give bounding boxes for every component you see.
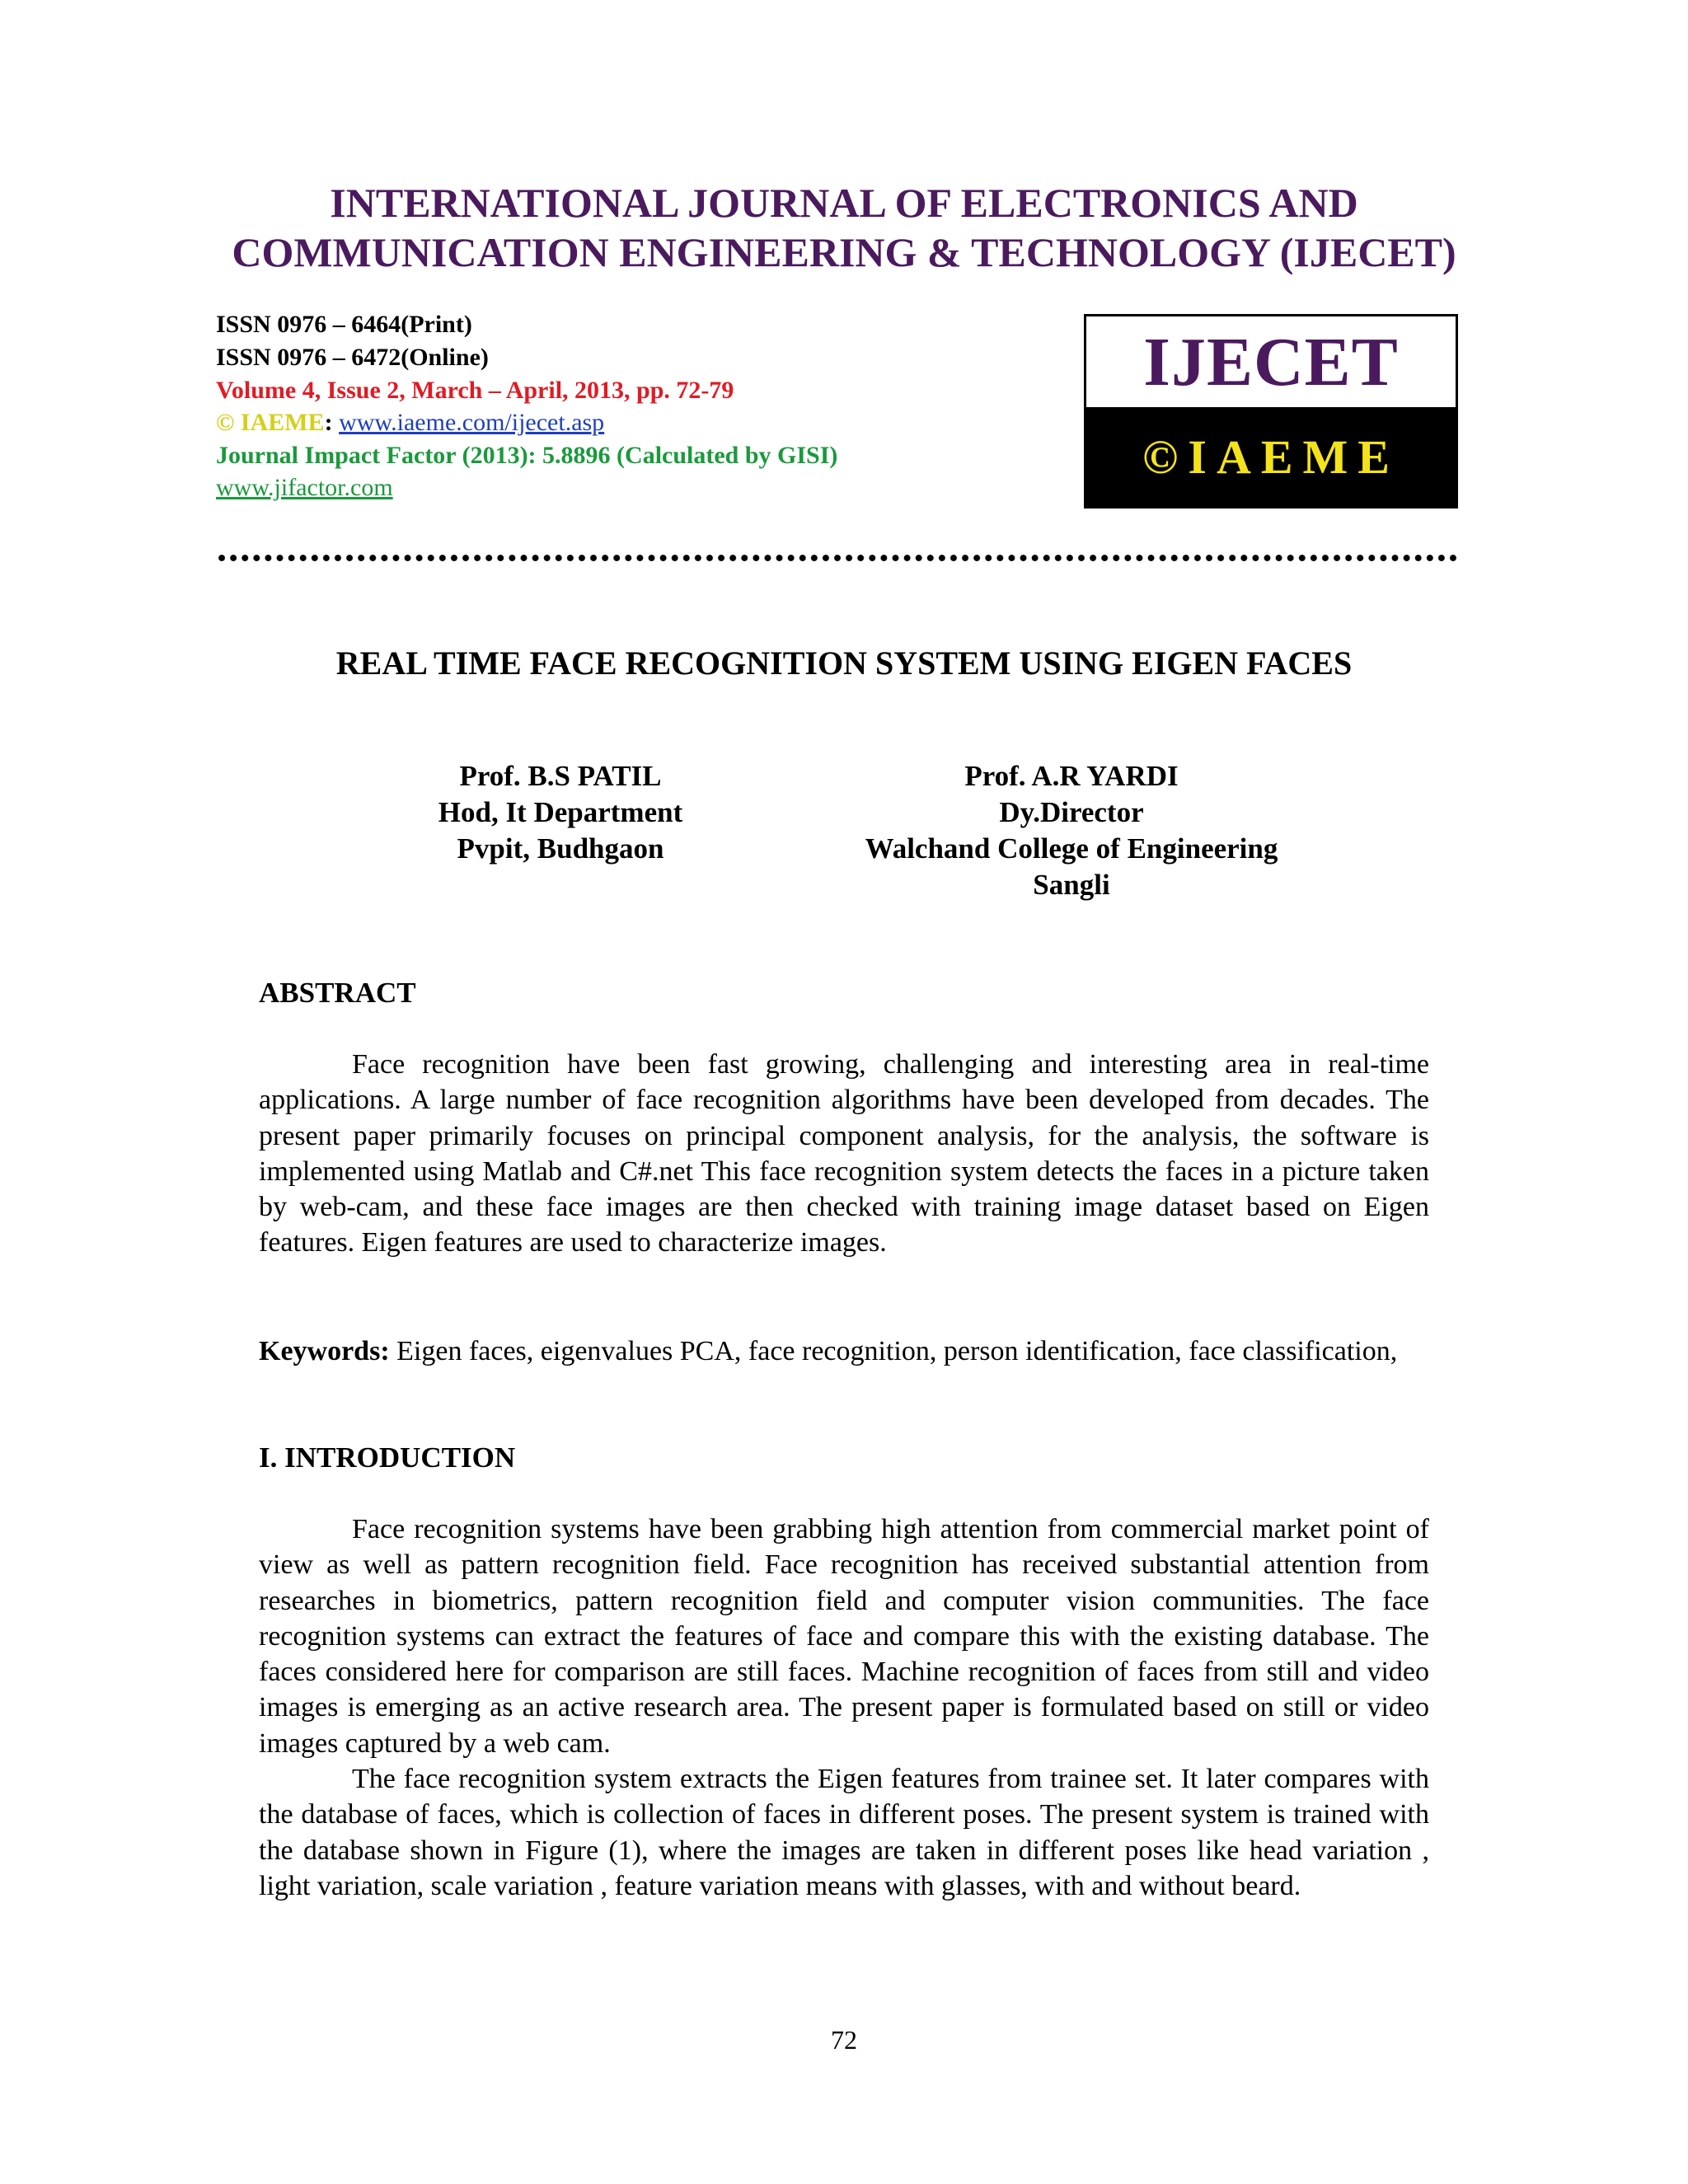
volume-info: Volume 4, Issue 2, March – April, 2013, pp. 72-79 (216, 377, 734, 404)
dotted-divider (216, 552, 1457, 564)
abstract-text: Face recognition have been fast growing, challenging and interesting area in real-time applications. A large number of face recognition algorithms have been developed from decades. The present paper primarily focuses on principal component analysis, for the analysis, the software is implemented using Matlab and C#.net This face recognition system detects the faces in a picture taken by web-cam, and these face images are then checked with training image dataset based on Eigen features. Eigen features are used to characterize images. (259, 1049, 1429, 1258)
issn-print: ISSN 0976 – 6464(Print) (216, 311, 472, 338)
journal-title-line-2: COMMUNICATION ENGINEERING & TECHNOLOGY (IJECET) (232, 229, 1456, 275)
introduction-heading: I. INTRODUCTION (259, 1441, 516, 1474)
author-2-location: Sangli (1033, 869, 1110, 901)
author-1-affiliation: Pvpit, Budhgaon (457, 832, 664, 865)
keywords-label: Keywords: (259, 1336, 390, 1366)
author-2-name: Prof. A.R YARDI (964, 760, 1179, 792)
jifactor-url-link[interactable]: www.jifactor.com (216, 474, 393, 501)
iaeme-label: © IAEME (216, 409, 325, 436)
jifactor-line (216, 471, 393, 504)
author-2-affiliation: Walchand College of Engineering (865, 832, 1278, 865)
author-1-role: Hod, It Department (438, 796, 683, 828)
introduction-paragraph-1: Face recognition systems have been grabbing high attention from commercial market point of view as well as pattern recognition field. Face recognition has received substantial attention from researches in biometrics, pattern recognition field and computer vision communities. The face recognition systems can extract the features of face and compare this with the existing database. The faces considered here for comparison are still faces. Machine recognition of faces from still and video images is emerging as an active research area. The present paper is formulated based on still or video images captured by a web cam. (259, 1514, 1429, 1759)
author-2 (824, 758, 1319, 903)
author-1-name: Prof. B.S PATIL (459, 760, 662, 792)
author-2-role: Dy.Director (999, 796, 1144, 828)
author-1 (396, 758, 725, 867)
logo-title: IJECET (1143, 323, 1399, 401)
paper-title: REAL TIME FACE RECOGNITION SYSTEM USING EIGEN FACES (335, 644, 1353, 682)
iaeme-line (216, 406, 604, 439)
issn-online: ISSN 0976 – 6472(Online) (216, 344, 489, 371)
impact-factor: Journal Impact Factor (2013): 5.8896 (Calculated by GISI) (216, 442, 838, 469)
introduction-body (259, 1511, 1429, 1904)
iaeme-url-link[interactable]: www.iaeme.com/ijecet.asp (339, 409, 605, 436)
page-number: 72 (831, 2025, 857, 2055)
iaeme-colon: : (324, 409, 333, 436)
logo-iaeme: ©IAEME (1086, 407, 1456, 506)
keywords (259, 1333, 1429, 1369)
abstract-heading: ABSTRACT (259, 977, 416, 1009)
introduction-paragraph-2: The face recognition system extracts the Eigen features from trainee set. It later compares with the database of faces, which is collection of faces in different poses. The present system is trained with the database shown in Figure (1), where the images are taken in different poses like head variation , light variation, scale variation , feature variation means with glasses, with and without beard. (259, 1764, 1429, 1901)
ijecet-logo (1084, 314, 1458, 509)
journal-title-line-1: INTERNATIONAL JOURNAL OF ELECTRONICS AND (330, 180, 1358, 226)
keywords-text: Eigen faces, eigenvalues PCA, face recognition, person identification, face classification, (389, 1336, 1398, 1366)
